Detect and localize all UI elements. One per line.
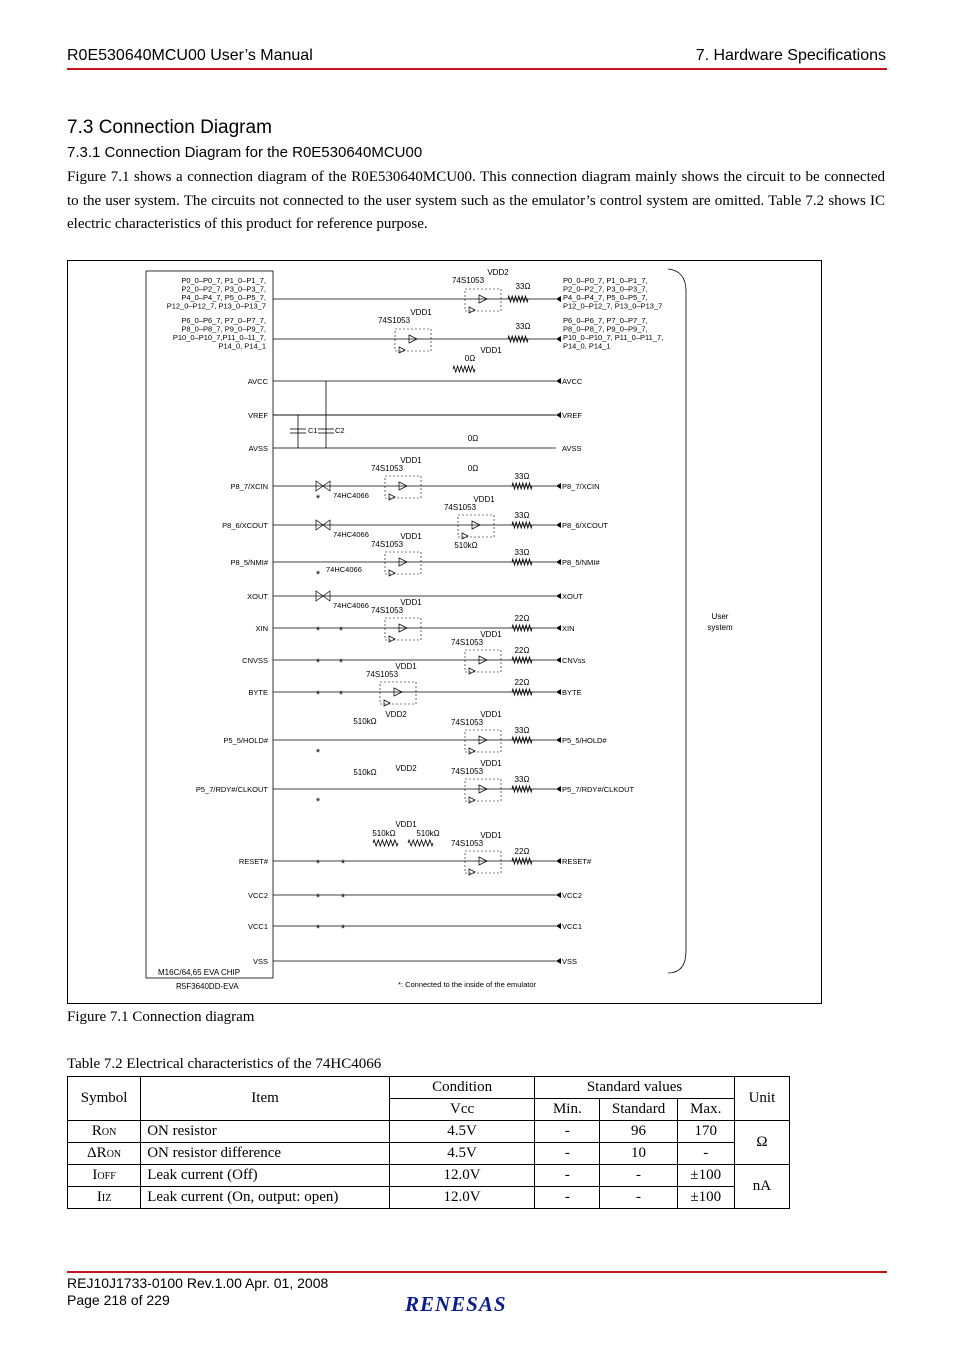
std-cell: 10 xyxy=(600,1143,677,1165)
signal-arrow-icon xyxy=(556,923,561,929)
item-cell: Leak current (Off) xyxy=(141,1165,390,1187)
th-item: Item xyxy=(141,1077,390,1121)
reset-pullup-resistor xyxy=(408,840,433,846)
signal-arrow-icon xyxy=(556,412,561,418)
signal-arrow-icon xyxy=(556,625,561,631)
series-resistor xyxy=(512,625,532,631)
symbol-cell xyxy=(68,1121,141,1143)
buffer-label: 74S1053 xyxy=(450,638,484,647)
left-pin-label: XIN xyxy=(255,624,268,633)
min-cell: - xyxy=(535,1143,600,1165)
buffer-74s1053-diode xyxy=(469,797,475,803)
unit-ohm: Ω xyxy=(734,1121,789,1165)
symbol-sub: ON xyxy=(101,1127,117,1138)
th-unit: Unit xyxy=(734,1077,789,1121)
vdd2-label: VDD2 xyxy=(395,764,417,773)
th-standard: Standard xyxy=(600,1099,677,1121)
right-pin-label: XIN xyxy=(562,624,575,633)
symbol-main: I xyxy=(96,1189,102,1205)
header-manual-title: R0E530640MCU00 User’s Manual xyxy=(67,47,313,64)
right-pin-label: XOUT xyxy=(562,592,583,601)
symbol-cell xyxy=(68,1187,141,1209)
left-port-group-label: P14_0, P14_1 xyxy=(218,341,266,351)
c1-label: C1 xyxy=(308,426,318,435)
r510-label: 510kΩ xyxy=(416,829,440,838)
left-port-group-label: P8_0–P8_7, P9_0–P9_7, xyxy=(181,324,266,334)
signal-arrow-icon xyxy=(556,737,561,743)
buffer-label: 74S1053 xyxy=(377,316,411,325)
series-resistor xyxy=(512,786,532,792)
left-port-group-label: P2_0–P2_7, P3_0–P3_7, xyxy=(181,284,266,294)
emulator-internal-mark: * xyxy=(340,858,346,870)
right-port-group-label: P2_0–P2_7, P3_0–P3_7, xyxy=(563,284,648,294)
user-system-label: User xyxy=(711,612,729,621)
left-pin-label: AVSS xyxy=(248,444,268,453)
emulator-internal-mark: * xyxy=(315,493,321,505)
footer-page: Page 218 of 229 xyxy=(67,1292,170,1308)
series-resistor-label: 33Ω xyxy=(514,548,530,557)
c2-label: C2 xyxy=(335,426,345,435)
std-cell: - xyxy=(600,1165,677,1187)
signal-arrow-icon xyxy=(556,786,561,792)
min-cell: - xyxy=(535,1121,600,1143)
vdd1-label: VDD1 xyxy=(480,630,502,639)
symbol-main: I xyxy=(92,1167,98,1183)
right-port-group-label: P8_0–P8_7, P9_0–P9_7, xyxy=(563,324,648,334)
vdd1-label: VDD1 xyxy=(410,308,432,317)
left-pin-label: BYTE xyxy=(248,688,268,697)
right-pin-label: VCC1 xyxy=(562,922,583,931)
emulator-internal-mark: * xyxy=(315,625,321,637)
buffer-74s1053-diode xyxy=(469,668,475,674)
std-cell: - xyxy=(600,1187,677,1209)
emulator-note: *: Connected to the inside of the emulator xyxy=(398,980,537,989)
right-port-group-label: P6_0–P6_7, P7_0–P7_7, xyxy=(563,316,648,325)
left-port-group-label: P0_0–P0_7, P1_0–P1_7, xyxy=(181,276,266,285)
right-port-group-label: P10_0–P10_7, P11_0–P11_7, xyxy=(563,333,664,342)
series-resistor xyxy=(512,522,532,528)
emulator-internal-mark: * xyxy=(315,923,321,935)
series-resistor xyxy=(512,657,532,663)
right-pin-label: RESET# xyxy=(562,857,592,866)
buffer-74s1053-diode xyxy=(399,347,405,353)
right-pin-label: BYTE xyxy=(562,688,582,697)
series-resistor-label: 22Ω xyxy=(514,678,530,687)
signal-arrow-icon xyxy=(556,559,561,565)
right-pin-label: VSS xyxy=(562,957,578,966)
series-resistor-label: 22Ω xyxy=(514,614,530,623)
vdd2-label: VDD2 xyxy=(385,710,407,719)
vcc-cell: 12.0V xyxy=(389,1165,534,1187)
buffer-74s1053-diode xyxy=(469,869,475,875)
left-pin-label: P8_7/XCIN xyxy=(230,482,268,491)
left-pin-label: P8_5/NMI# xyxy=(230,558,268,567)
series-resistor-label: 33Ω xyxy=(514,511,530,520)
buffer-label: 74S1053 xyxy=(450,767,484,776)
vdd1-label: VDD1 xyxy=(480,831,502,840)
right-pin-label: P8_5/NMI# xyxy=(562,558,600,567)
right-pin-label: P5_5/HOLD# xyxy=(562,736,607,745)
left-pin-label: AVCC xyxy=(247,377,268,386)
figure-caption: Figure 7.1 Connection diagram xyxy=(67,1009,255,1025)
right-pin-label: P5_7/RDY#/CLKOUT xyxy=(562,785,635,794)
buffer-74s1053-diode xyxy=(389,494,395,500)
header-chapter: 7. Hardware Specifications xyxy=(695,47,886,64)
series-resistor xyxy=(512,737,532,743)
th-vcc: Vcc xyxy=(389,1099,534,1121)
table-row xyxy=(68,1187,790,1209)
signal-arrow-icon xyxy=(556,892,561,898)
port-arrow-icon xyxy=(556,296,561,302)
th-standard-values: Standard values xyxy=(535,1077,735,1099)
right-port-group-label: P4_0–P4_7, P5_0–P5_7, xyxy=(563,293,648,302)
right-port-group-label: P12_0–P12_7, P13_0–P13_7 xyxy=(563,301,663,311)
emulator-internal-mark: * xyxy=(315,892,321,904)
buffer-label: 74S1053 xyxy=(370,606,404,615)
table-row xyxy=(68,1143,790,1165)
series-resistor-label: 22Ω xyxy=(514,646,530,655)
footer-doc-number: REJ10J1733-0100 Rev.1.00 Apr. 01, 2008 xyxy=(67,1275,329,1291)
right-pin-label: P8_7/XCIN xyxy=(562,482,600,491)
r510-label: 510kΩ xyxy=(454,541,478,550)
vdd1-label: VDD1 xyxy=(400,598,422,607)
symbol-cell xyxy=(68,1143,141,1165)
buffer-74s1053-diode xyxy=(469,748,475,754)
chip-label: M16C/64,65 EVA CHIP xyxy=(158,968,241,977)
emulator-internal-mark: * xyxy=(315,569,321,581)
r33-label: 33Ω xyxy=(515,322,531,331)
th-min: Min. xyxy=(535,1099,600,1121)
buffer-label: 74S1053 xyxy=(450,839,484,848)
unit-na: nA xyxy=(734,1165,789,1209)
vdd1-label: VDD1 xyxy=(473,495,495,504)
right-port-group-label: P14_0, P14_1 xyxy=(563,341,611,351)
series-resistor-label: 33Ω xyxy=(514,472,530,481)
th-symbol: Symbol xyxy=(68,1077,141,1121)
left-port-group-label: P10_0–P10_7,P11_0–11_7, xyxy=(172,333,266,342)
emulator-internal-mark: * xyxy=(315,747,321,759)
min-cell: - xyxy=(535,1165,600,1187)
symbol-cell xyxy=(68,1165,141,1187)
buffer-74s1053-diode xyxy=(469,307,475,313)
series-resistor-33 xyxy=(508,336,528,342)
right-pin-label: VREF xyxy=(562,411,583,420)
buffer-label: 74S1053 xyxy=(450,718,484,727)
series-resistor xyxy=(512,483,532,489)
left-pin-label: XOUT xyxy=(247,592,268,601)
table-row xyxy=(68,1121,790,1143)
intro-paragraph: Figure 7.1 shows a connection diagram of the R0E530640MCU00. This connection diagram mainly shows the circuit to be connected to the user system. The circuits not connected to the user system such as the emulator’s control system are omitted. Table 7.2 shows IC electric characteristics of this product for reference purpose. xyxy=(67,169,885,232)
vdd1-label: VDD1 xyxy=(395,820,417,829)
right-pin-label: P8_6/XCOUT xyxy=(562,521,608,530)
left-pin-label: P5_5/HOLD# xyxy=(223,736,268,745)
left-pin-label: VSS xyxy=(252,957,268,966)
vdd1-label: VDD1 xyxy=(400,532,422,541)
series-resistor xyxy=(512,689,532,695)
avcc-resistor-0 xyxy=(453,366,475,372)
buffer-label: 74S1053 xyxy=(451,276,485,285)
right-pin-label: VCC2 xyxy=(562,891,583,900)
r510-label: 510kΩ xyxy=(353,768,377,777)
switch-label: 74HC4066 xyxy=(326,565,362,574)
buffer-74s1053-diode xyxy=(389,570,395,576)
series-resistor-33 xyxy=(508,296,528,302)
r0-label: 0Ω xyxy=(467,434,479,443)
emulator-internal-mark: * xyxy=(315,796,321,808)
max-cell: ±100 xyxy=(677,1187,734,1209)
emulator-internal-mark: * xyxy=(340,923,346,935)
item-cell: ON resistor xyxy=(141,1121,390,1143)
emulator-internal-mark: * xyxy=(315,858,321,870)
emulator-internal-mark: * xyxy=(338,657,344,669)
r33-label: 33Ω xyxy=(515,282,531,291)
switch-label: 74HC4066 xyxy=(333,601,369,610)
max-cell: 170 xyxy=(677,1121,734,1143)
symbol-sub: ON xyxy=(106,1149,122,1160)
max-cell: - xyxy=(677,1143,734,1165)
vdd1-label: VDD1 xyxy=(480,710,502,719)
left-pin-label: VCC2 xyxy=(247,891,268,900)
left-pin-label: VCC1 xyxy=(247,922,268,931)
signal-arrow-icon xyxy=(556,593,561,599)
emulator-internal-mark: * xyxy=(315,689,321,701)
symbol-main: R xyxy=(91,1123,102,1139)
left-port-group-label: P4_0–P4_7, P5_0–P5_7, xyxy=(181,293,266,302)
vcc-cell: 4.5V xyxy=(389,1143,534,1165)
vcc-cell: 12.0V xyxy=(389,1187,534,1209)
buffer-label: 74S1053 xyxy=(365,670,399,679)
series-resistor xyxy=(512,858,532,864)
vdd1-label: VDD1 xyxy=(400,456,422,465)
left-pin-label: P5_7/RDY#/CLKOUT xyxy=(195,785,268,794)
chip-part-label: R5F3640DD-EVA xyxy=(176,982,239,991)
signal-arrow-icon xyxy=(556,689,561,695)
vdd1-label: VDD1 xyxy=(480,759,502,768)
emulator-internal-mark: * xyxy=(315,657,321,669)
item-cell: Leak current (On, output: open) xyxy=(141,1187,390,1209)
signal-arrow-icon xyxy=(556,483,561,489)
emulator-internal-mark: * xyxy=(338,689,344,701)
series-resistor xyxy=(512,559,532,565)
table-caption: Table 7.2 Electrical characteristics of the 74HC4066 xyxy=(67,1056,382,1072)
series-resistor-label: 22Ω xyxy=(514,847,530,856)
signal-arrow-icon xyxy=(556,522,561,528)
renesas-logo: RENESAS xyxy=(405,1292,507,1316)
left-pin-label: RESET# xyxy=(238,857,268,866)
switch-label: 74HC4066 xyxy=(333,491,369,500)
std-cell: 96 xyxy=(600,1121,677,1143)
right-port-group-label: P0_0–P0_7, P1_0–P1_7, xyxy=(563,276,648,285)
th-condition: Condition xyxy=(389,1077,534,1099)
symbol-main: ΔR xyxy=(87,1145,107,1161)
buffer-74s1053-diode xyxy=(462,533,468,539)
signal-arrow-icon xyxy=(556,958,561,964)
vdd2-label: VDD2 xyxy=(487,268,509,277)
r510-label: 510kΩ xyxy=(372,829,396,838)
item-cell: ON resistor difference xyxy=(141,1143,390,1165)
max-cell: ±100 xyxy=(677,1165,734,1187)
reset-pullup-resistor xyxy=(373,840,398,846)
buffer-label: 74S1053 xyxy=(370,540,404,549)
min-cell: - xyxy=(535,1187,600,1209)
series-resistor-label: 33Ω xyxy=(514,726,530,735)
left-pin-label: P8_6/XCOUT xyxy=(222,521,268,530)
r0-label: 0Ω xyxy=(464,354,476,363)
emulator-internal-mark: * xyxy=(340,892,346,904)
header-rule xyxy=(67,68,887,70)
r510-label: 510kΩ xyxy=(353,717,377,726)
connection-diagram xyxy=(67,260,822,1004)
signal-arrow-icon xyxy=(556,657,561,663)
port-arrow-icon xyxy=(556,336,561,342)
left-port-group-label: P6_0–P6_7, P7_0–P7_7, xyxy=(181,316,266,325)
th-max: Max. xyxy=(677,1099,734,1121)
left-pin-label: CNVSS xyxy=(242,656,268,665)
subsection-title: 7.3.1 Connection Diagram for the R0E530640MCU00 xyxy=(67,144,423,161)
vdd1-label: VDD1 xyxy=(480,346,502,355)
electrical-characteristics-table xyxy=(67,1076,790,1209)
footer-rule xyxy=(67,1271,887,1273)
emulator-internal-mark: * xyxy=(338,625,344,637)
series-resistor-label: 33Ω xyxy=(514,775,530,784)
section-title: 7.3 Connection Diagram xyxy=(67,117,272,138)
left-port-group-label: P12_0–P12_7, P13_0–P13_7 xyxy=(166,301,266,311)
buffer-74s1053-diode xyxy=(384,700,390,706)
connection-diagram-svg xyxy=(68,261,823,1005)
vcc-cell: 4.5V xyxy=(389,1121,534,1143)
left-pin-label: VREF xyxy=(247,411,268,420)
right-pin-label: CNVss xyxy=(562,656,586,665)
table-row xyxy=(68,1165,790,1187)
vdd1-label: VDD1 xyxy=(395,662,417,671)
right-pin-label: AVCC xyxy=(562,377,583,386)
switch-label: 74HC4066 xyxy=(333,530,369,539)
symbol-sub: OFF xyxy=(97,1171,116,1182)
buffer-label: 74S1053 xyxy=(443,503,477,512)
user-system-bracket xyxy=(668,269,686,973)
buffer-74s1053-diode xyxy=(389,636,395,642)
right-pin-label: AVSS xyxy=(562,444,582,453)
buffer-label: 74S1053 xyxy=(370,464,404,473)
signal-arrow-icon xyxy=(556,378,561,384)
symbol-sub: IZ xyxy=(101,1193,112,1204)
r0-label: 0Ω xyxy=(467,464,479,473)
signal-arrow-icon xyxy=(556,858,561,864)
user-system-label: system xyxy=(707,623,733,632)
